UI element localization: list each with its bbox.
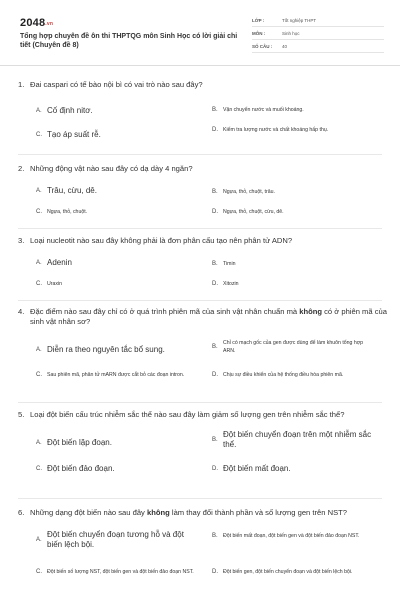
option-b[interactable]: B. Đột biến mất đoạn, đột biến gen và đột biến đảo đoạn NST. <box>212 533 360 539</box>
option-a[interactable]: A. Adenin <box>36 258 72 267</box>
divider <box>18 154 382 155</box>
option-c[interactable]: C. Đột biến đảo đoạn. <box>36 464 115 473</box>
question-2 <box>18 164 388 224</box>
option-d[interactable]: D. Đột biến gen, đột biến chuyển đoạn và đột biến lệch bội. <box>212 569 353 575</box>
meta-row-class <box>252 14 384 27</box>
option-d[interactable]: D. Đột biến mất đoạn. <box>212 464 291 473</box>
question-stem: 4. Đặc điểm nào sau đây chỉ có ở quá trình phiên mã của sinh vật nhân chuẩn mà không có ở phiên mã của sinh vật nhân sơ? <box>18 307 387 326</box>
question-stem: 6. Những dạng đột biến nào sau đây không làm thay đổi thành phần và số lượng gen trên NST? <box>18 508 347 517</box>
meta-key: LỚP : <box>252 17 265 23</box>
meta-row-count <box>252 40 384 53</box>
question-3 <box>18 236 388 298</box>
question-5 <box>18 410 388 484</box>
option-b[interactable]: B. Đột biến chuyển đoạn trên một nhiễm sắc thể. <box>212 430 372 449</box>
option-list <box>36 426 388 484</box>
question-1 <box>18 80 388 146</box>
meta-row-subject <box>252 27 384 40</box>
question-4 <box>18 307 388 397</box>
document-title: Tổng hợp chuyên đề ôn thi THPTQG môn Sinh Học có lời giải chi tiết (Chuyên đề 8) <box>20 33 238 49</box>
option-a[interactable]: A. Diễn ra theo nguyên tắc bổ sung. <box>36 345 165 354</box>
meta-key: SỐ CÂU : <box>252 43 273 49</box>
option-d[interactable]: D. Kiểm tra lượng nước và chất khoáng hấp thụ. <box>212 127 329 133</box>
option-a[interactable]: A. Đột biến chuyển đoạn tương hỗ và đột biến lệch bội. <box>36 530 184 549</box>
option-b[interactable]: B. Vận chuyển nước và muối khoáng. <box>212 107 304 113</box>
document-meta <box>252 14 384 53</box>
option-c[interactable]: C. Ngựa, thỏ, chuột. <box>36 209 88 215</box>
divider <box>18 402 382 403</box>
option-list <box>36 180 388 224</box>
option-a[interactable]: A. Cố định nitơ. <box>36 106 93 115</box>
option-d[interactable]: D. Chịu sự điều khiển của hệ thống điều hòa phiên mã. <box>212 372 344 378</box>
divider <box>18 300 382 301</box>
option-b[interactable]: B. Chỉ có mạch gốc của gen được dùng để làm khuôn tổng hợp ARN. <box>212 340 364 354</box>
question-stem: 2. Những động vật nào sau đây có dạ dày 4 ngăn? <box>18 164 193 173</box>
question-6 <box>18 508 388 586</box>
meta-value: Sinh học <box>282 30 300 36</box>
option-c[interactable]: C. Đột biến số lượng NST, đột biến gen và đột biến đảo đoạn NST. <box>36 569 194 575</box>
question-stem: 1. Đai caspari có tế bào nội bì có vai trò nào sau đây? <box>18 80 203 89</box>
question-stem: 5. Loại đột biến cấu trúc nhiễm sắc thể nào sau đây làm giảm số lượng gen trên nhiễm sắc thể? <box>18 410 345 419</box>
option-c[interactable]: C. Uraxin <box>36 281 62 287</box>
option-a[interactable]: A. Đột biến lặp đoạn. <box>36 438 112 447</box>
option-c[interactable]: C. Tạo áp suất rễ. <box>36 130 101 139</box>
option-c[interactable]: C. Sau phiên mã, phân tử mARN được cắt bỏ các đoạn intron. <box>36 372 185 378</box>
option-a[interactable]: A. Trâu, cừu, dê. <box>36 186 97 195</box>
option-list <box>36 96 388 146</box>
option-d[interactable]: D. Xitozin <box>212 281 239 287</box>
meta-key: MÔN : <box>252 30 266 36</box>
option-d[interactable]: D. Ngựa, thỏ, chuột, cừu, dê. <box>212 209 284 215</box>
divider <box>18 498 382 499</box>
meta-value: Tốt nghiệp THPT <box>282 17 317 23</box>
option-list <box>36 524 388 586</box>
site-logo[interactable]: 2048.vn <box>20 17 54 29</box>
divider <box>18 228 382 229</box>
document-header <box>0 0 400 66</box>
option-b[interactable]: B. Timin <box>212 261 236 267</box>
option-b[interactable]: B. Ngựa, thỏ, chuột, trâu. <box>212 189 275 195</box>
option-list <box>36 252 388 298</box>
question-stem: 3. Loại nucleotit nào sau đây không phải là đơn phân cấu tạo nên phân tử ADN? <box>18 236 293 245</box>
option-list <box>36 333 388 397</box>
meta-value: 40 <box>282 43 288 49</box>
